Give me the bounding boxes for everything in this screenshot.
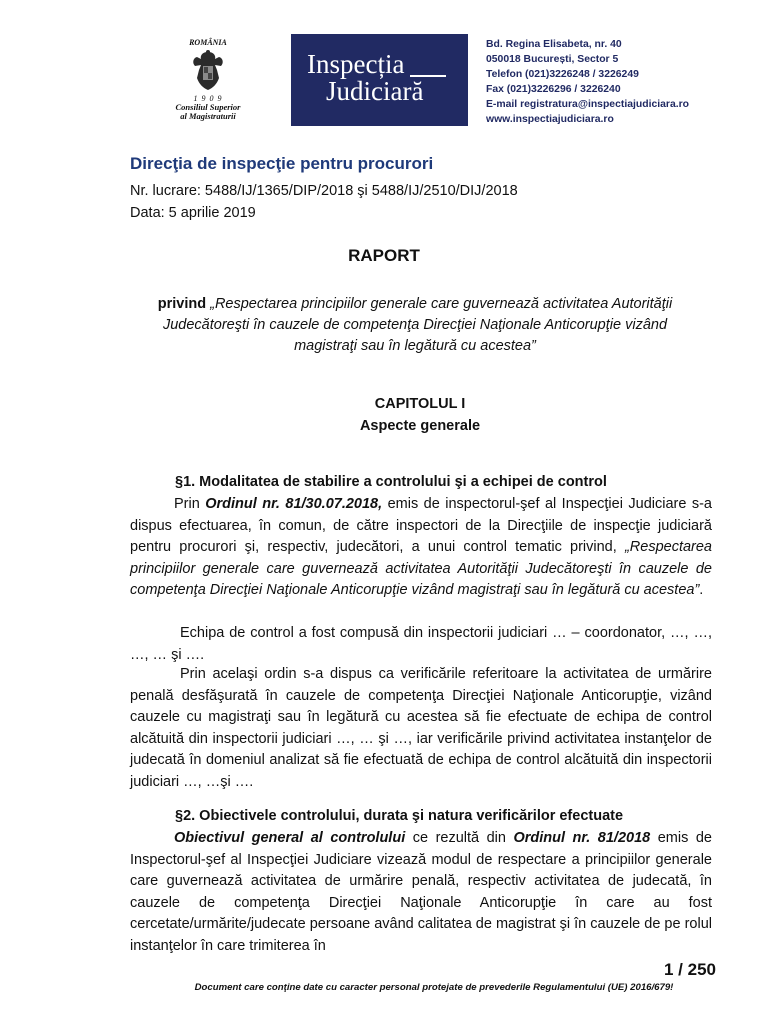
seal-line-1: Consiliul Superior (175, 102, 241, 112)
s2-mid: ce rezultă din (405, 830, 514, 846)
registration-number: Nr. lucrare: 5488/IJ/1365/DIP/2018 şi 5488/IJ/2510/DIJ/2018 (130, 183, 518, 199)
directorate-title: Direcţia de inspecţie pentru procurori (130, 154, 434, 173)
chapter-heading (0, 393, 768, 437)
subject-quote: „Respectarea principiilor generale care guvernează activitatea Autorităţii Judecătoreşti în cauzele de competenţa Direcţiei Naţionale Anticorupţie vizând magistraţi sau în legătură cu acestea” (162, 296, 673, 354)
section-1-paragraph-2 (130, 623, 712, 666)
contact-address-2: 050018 București, Sector 5 (486, 54, 619, 65)
section-1-paragraph-1 (130, 494, 712, 602)
contact-block (486, 37, 756, 127)
document-date: Data: 5 aprilie 2019 (130, 205, 256, 221)
p1-order-ref: Ordinul nr. 81/30.07.2018, (205, 496, 383, 512)
inspectia-judiciara-logo (291, 34, 468, 126)
contact-address-1: Bd. Regina Elisabeta, nr. 40 (486, 39, 622, 50)
section-2-paragraph-1 (130, 828, 712, 957)
csm-seal (160, 38, 256, 130)
seal-year: 1 9 0 9 (193, 94, 223, 103)
logo-line-1: Inspecția (307, 49, 405, 79)
section-1-paragraph-3 (130, 664, 712, 793)
page-number: 1 / 250 (664, 960, 716, 979)
section-1-heading: §1. Modalitatea de stabilire a controlului şi a echipei de control (175, 474, 607, 490)
p2-text: Echipa de control a fost compusă din inspectorii judiciari … – coordonator, …, …, …, … şi …. (130, 625, 712, 663)
contact-fax: Fax (021)3226296 / 3226240 (486, 84, 621, 95)
chapter-title: Aspecte generale (359, 418, 481, 434)
contact-phone: Telefon (021)3226248 / 3226249 (486, 69, 639, 80)
chapter-label: CAPITOLUL I (374, 396, 466, 412)
seal-line-2: al Magistraturii (180, 111, 236, 121)
s2-lead: Obiectivul general al controlului (174, 830, 406, 846)
logo-line-2: Judiciară (326, 76, 424, 106)
contact-email: E-mail registratura@inspectiajudiciara.ro (486, 99, 690, 110)
coat-of-arms-icon (185, 48, 231, 94)
contact-website: www.inspectiajudiciara.ro (486, 114, 614, 125)
p1-end: . (699, 582, 704, 598)
p1-after: emis de inspectorul-şef al Inspecţiei Judiciare s-a dispus efectuarea, în comun, de către inspectori de la Direcţiile de inspecţie judiciară pentru procurori şi, respectiv, judecători, a unui control tematic privind, (130, 496, 712, 555)
seal-country-text: ROMÂNIA (189, 38, 227, 47)
report-title: RAPORT (348, 246, 420, 265)
s2-after: emis de Inspectorul-şef al Inspecţiei Judiciare vizează modul de respectare a principiilor generale care guvernează activitatea de urmărire penală, respectiv activitatea de judecată, în cauzele de competenţa Direcţiei Naţionale Anticorupţie în care au fost cercetate/urmărite/judecate persoane având calitatea de magistrat şi în cauzele de pe rolul instanţelor în care trimiterea în (130, 830, 712, 954)
s2-order-ref: Ordinul nr. 81/2018 (513, 830, 651, 846)
p1-quote: „Respectarea principiilor generale care guvernează activitatea Autorităţii Judecătoreşti în cauzele de competenţa Direcţiei Naţionale Anticorupţie vizând magistraţi sau în legătură cu acestea” (130, 539, 712, 598)
p1-before: Prin (174, 496, 206, 512)
report-subject (150, 294, 680, 357)
section-2-heading: §2. Obiectivele controlului, durata şi natura verificărilor efectuate (175, 808, 624, 824)
p3-text: Prin acelaşi ordin s-a dispus ca verificările referitoare la activitatea de urmărire penală desfăşurată în cauzele de competenţa Direcţiei Naţionale Anticorupţie, vizând cauzele cu magistraţi sau în legătură cu acestea să fie efectuate de echipa de control alcătuită din inspectorii judiciari …, … şi …, iar verificările privind activitatea instanţelor de judecată în domeniul analizat să fie efectuată de echipa de control alcătuită din inspectorii judiciari …, …şi …. (130, 666, 712, 790)
subject-lead: privind (157, 296, 207, 312)
gdpr-footer-note: Document care conţine date cu caracter personal protejate de prevederile Regulamentului (UE) 2016/679! (194, 982, 674, 993)
